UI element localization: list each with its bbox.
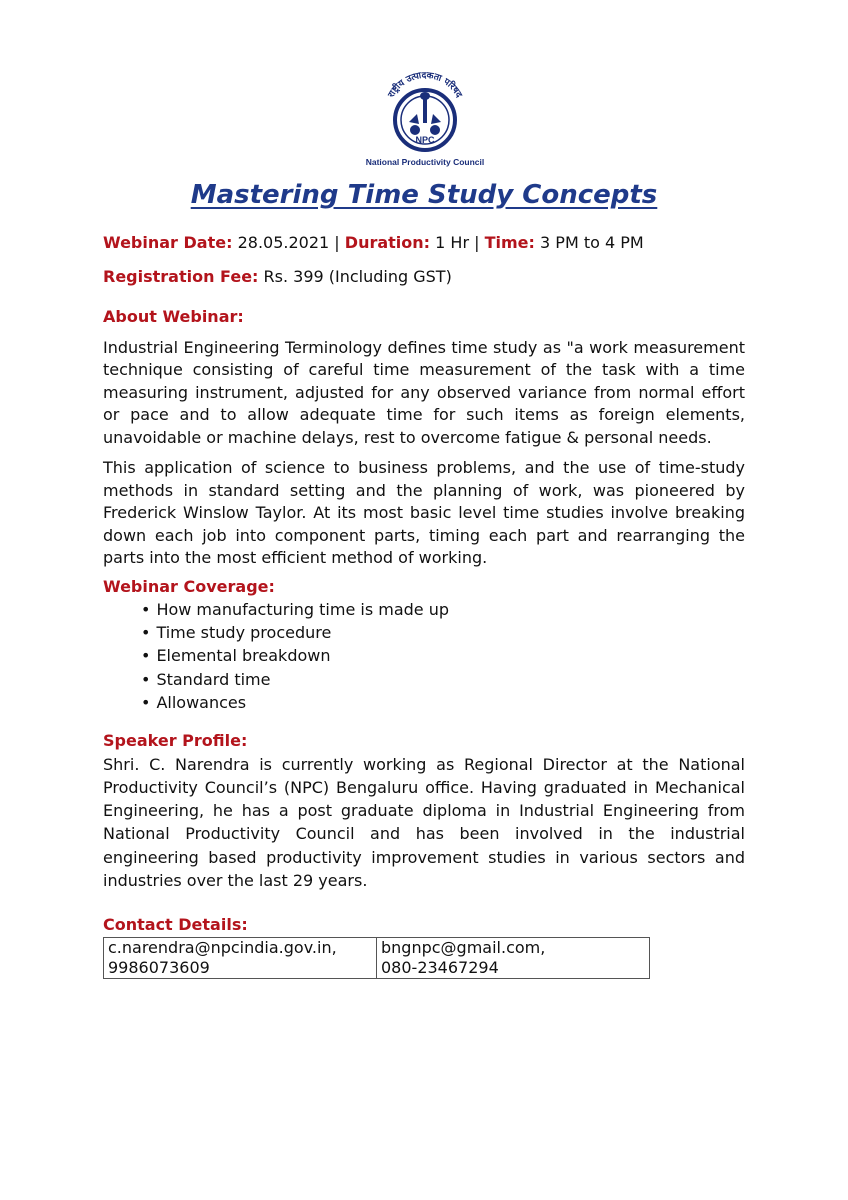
npc-emblem-icon: [375, 64, 475, 156]
duration-label: Duration:: [344, 233, 431, 252]
fee-row: [103, 266, 745, 306]
fee-value: Rs. 399 (Including GST): [263, 267, 452, 286]
logo-arc-text: राष्ट्रीय उत्पादकता परिषद: [386, 70, 464, 100]
list-item: • Standard time: [141, 668, 745, 691]
contact-email-2[interactable]: bngnpc@gmail.com,: [381, 937, 546, 957]
duration-value: 1 Hr: [435, 233, 470, 252]
table-row: [104, 937, 650, 978]
time-value: 3 PM to 4 PM: [540, 233, 644, 252]
contact-heading: Contact Details:: [103, 915, 248, 935]
speaker-paragraph: Shri. C. Narendra is currently working as Regional Director at the National Productivity Council’s (NPC) Bengaluru office. Having graduated in Mechanical Engineering, he has a post graduate diploma in Industrial Engineering from National Productivity Council and has been involved in the industrial engineering based productivity improvement studies in various sectors and industries over the last 29 years.: [103, 754, 745, 890]
coverage-heading: Webinar Coverage:: [103, 576, 275, 596]
list-item: • Time study procedure: [141, 621, 745, 644]
npc-logo: [360, 64, 490, 174]
contact-phone-1: 9986073609: [108, 957, 210, 977]
date-value: 28.05.2021: [237, 233, 330, 252]
about-paragraph-1: Industrial Engineering Terminology defines time study as "a work measurement technique consisting of careful time measurement of the task with a time measuring instrument, adjusted for any observed variance from normal effort or pace and to allow adequate time for such items as foreign elements, unavoidable or machine delays, rest to overcome fatigue & personal needs.: [103, 337, 745, 447]
coverage-list: [103, 598, 745, 714]
contact-email-1[interactable]: c.narendra@npcindia.gov.in,: [108, 937, 337, 957]
logo-caption: National Productivity Council: [365, 157, 485, 167]
contact-phone-2: 080-23467294: [381, 957, 499, 977]
separator: |: [334, 233, 340, 252]
about-heading: About Webinar:: [103, 307, 244, 326]
time-label: Time:: [484, 233, 535, 252]
contact-cell-1: [104, 937, 377, 978]
speaker-heading: Speaker Profile:: [103, 731, 248, 751]
page-title: Mastering Time Study Concepts: [190, 180, 658, 210]
contact-table: [103, 937, 650, 979]
about-paragraph-2: This application of science to business problems, and the use of time-study methods in standard setting and the planning of work, was pioneered by Frederick Winslow Taylor. At its most basic level time studies involve breaking down each job into component parts, timing each part and rearranging the parts into the most efficient method of working.: [103, 458, 745, 567]
document-body: [103, 232, 745, 979]
contact-cell-2: [377, 937, 650, 978]
logo-inner-text: NPC: [415, 135, 435, 145]
list-item: • Elemental breakdown: [141, 644, 745, 667]
webinar-info-row: [103, 232, 745, 266]
list-item: • Allowances: [141, 691, 745, 714]
date-label: Webinar Date:: [103, 233, 233, 252]
separator: |: [474, 233, 480, 252]
list-item: • How manufacturing time is made up: [141, 598, 745, 621]
fee-label: Registration Fee:: [103, 267, 259, 286]
